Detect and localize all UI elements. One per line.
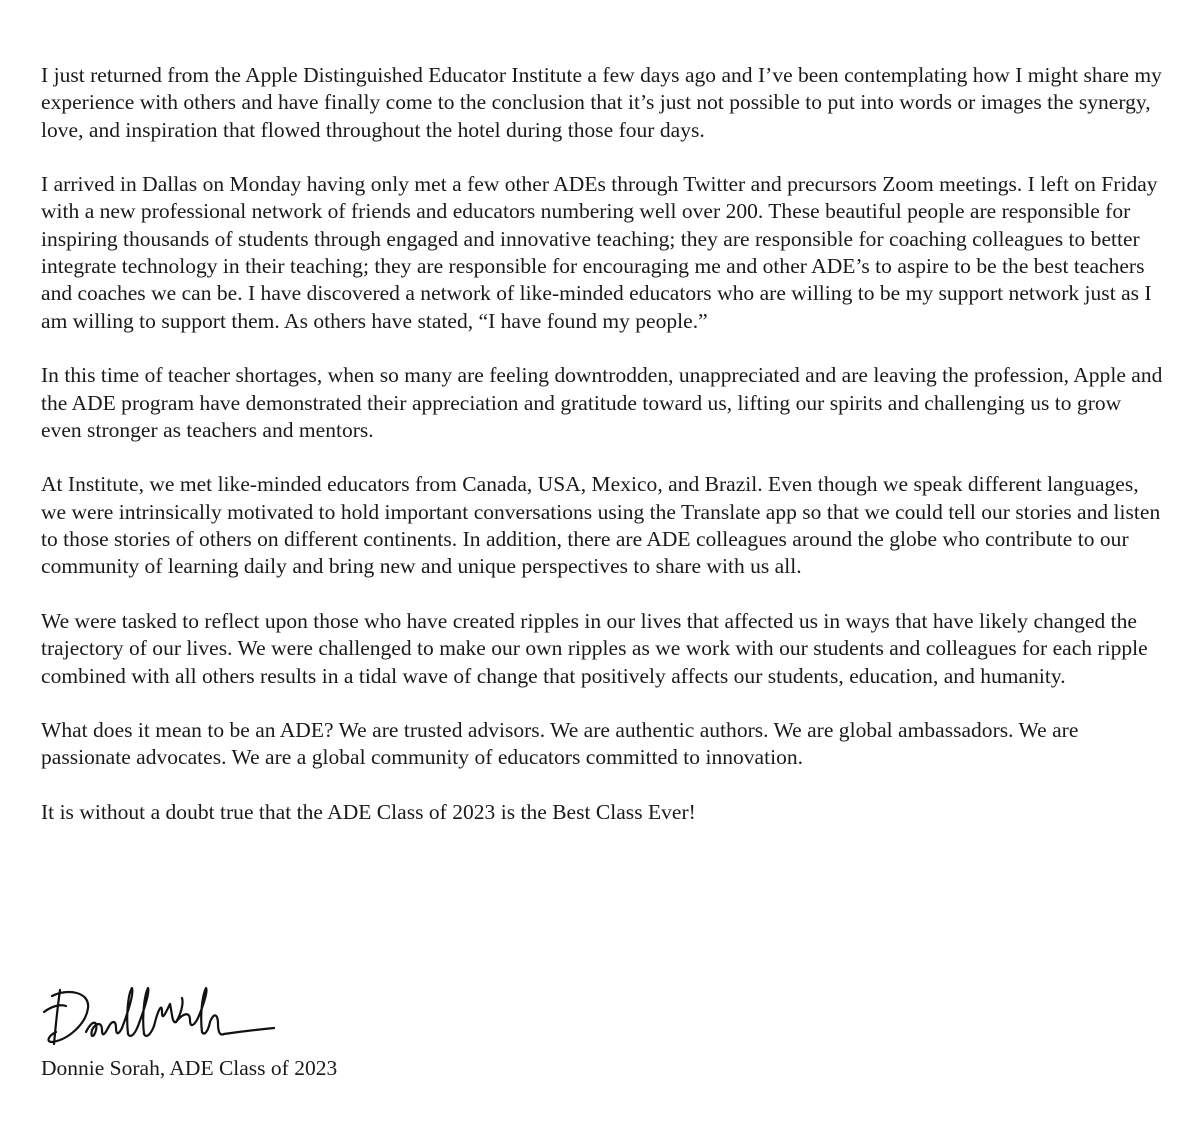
- signature-line: Donnie Sorah, ADE Class of 2023: [41, 1056, 338, 1080]
- paragraph-5: We were tasked to reflect upon those who have created ripples in our lives that affected us in ways that have likely changed the trajectory of our lives. We were challenged to make our own ripples as we work with our students and colleagues for each ripple combined with all others results in a tidal wave of change that positively affects our students, education, and humanity.: [41, 608, 1148, 688]
- paragraph-2: I arrived in Dallas on Monday having only met a few other ADEs through Twitter and precursors Zoom meetings. I left on Friday with a new professional network of friends and educators numbering well over 200. These beautiful people are responsible for inspiring thousands of students through engaged and innovative teaching; they are responsible for coaching colleagues to better integrate technology in their teaching; they are responsible for encouraging me and other ADE’s to aspire to be the best teachers and coaches we can be. I have discovered a network of like-minded educators who are willing to be my support network just as I am willing to support them. As others have stated, “I have found my people.”: [41, 172, 1158, 333]
- paragraph-7: It is without a doubt true that the ADE Class of 2023 is the Best Class Ever!: [41, 800, 696, 825]
- paragraph-4: At Institute, we met like-minded educators from Canada, USA, Mexico, and Brazil. Even though we speak different languages, we were intrinsically motivated to hold important conversations using the Translate app so that we could tell our stories and listen to those stories of others on different continents. In addition, there are ADE colleagues around the globe who contribute to our community of learning daily and bring new and unique perspectives to share with us all.: [41, 472, 1161, 579]
- letter-body: [41, 62, 1166, 826]
- signature-scribble: [38, 982, 278, 1052]
- paragraph-1: I just returned from the Apple Distinguished Educator Institute a few days ago and I’ve been contemplating how I might share my experience with others and have finally come to the conclusion that it’s just not possible to put into words or images the synergy, love, and inspiration that flowed throughout the hotel during those four days.: [41, 63, 1162, 142]
- handwritten-signature: [38, 982, 278, 1052]
- paragraph-3: In this time of teacher shortages, when so many are feeling downtrodden, unappreciated and are leaving the profession, Apple and the ADE program have demonstrated their appreciation and gratitude toward us, lifting our spirits and challenging us to grow even stronger as teachers and mentors.: [41, 363, 1163, 442]
- paragraph-6: What does it mean to be an ADE? We are trusted advisors. We are authentic authors. We are global ambassadors. We are passionate advocates. We are a global community of educators committed to innovation.: [41, 718, 1079, 770]
